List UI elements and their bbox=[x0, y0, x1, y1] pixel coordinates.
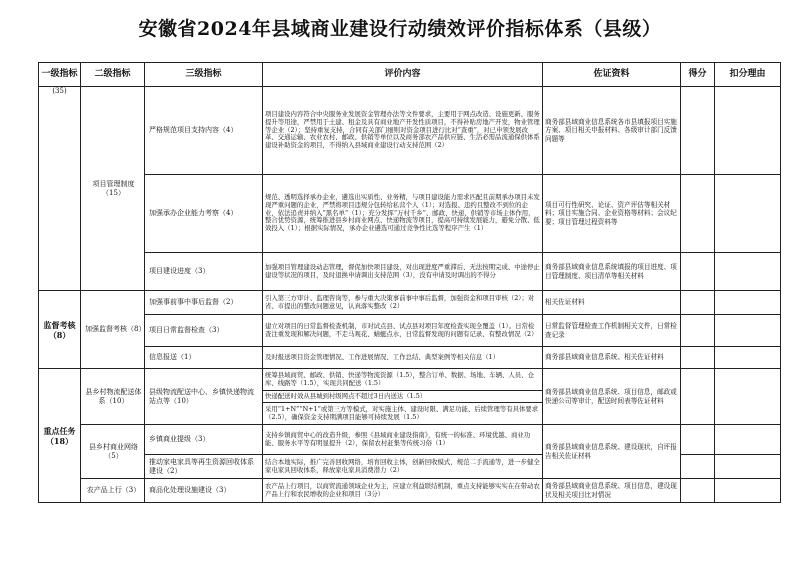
header-level2: 二级指标 bbox=[81, 63, 145, 87]
content-info-report: 及时报送项目资金管理情况、工作进展情况、工作总结、典型案例等相关信息（1） bbox=[263, 347, 543, 369]
content-logistics-1: 统筹县域商贸、邮政、供销、快递等物流资源（1.5），整合订单、数据、场地、车辆、人员、仓库、线路等（1.5），实现共同配送（1.5） bbox=[263, 369, 543, 391]
level3-pre-post: 加强事前事中事后监督（2） bbox=[145, 291, 263, 315]
level3-progress: 项目建设进度（3） bbox=[145, 253, 263, 291]
level2-farm-products: 农产品上行（3） bbox=[81, 479, 145, 503]
header-level1: 一级指标 bbox=[39, 63, 81, 87]
score-cell[interactable] bbox=[681, 455, 715, 479]
deduct-cell[interactable] bbox=[715, 291, 781, 315]
score-cell[interactable] bbox=[681, 291, 715, 315]
score-cell[interactable] bbox=[681, 315, 715, 347]
deduct-cell[interactable] bbox=[715, 479, 781, 503]
table-row bbox=[39, 479, 781, 503]
level2-project-mgmt: 项目管理制度（15） bbox=[81, 87, 145, 291]
score-cell[interactable] bbox=[681, 347, 715, 369]
evidence-progress: 商务部县域商业信息系统填报的项目进度、项目管理制度、项目清单等相关材料 bbox=[543, 253, 681, 291]
deduct-cell[interactable] bbox=[715, 253, 781, 291]
deduct-cell[interactable] bbox=[715, 369, 781, 425]
level2-delivery: 县乡村物流配送体系（10） bbox=[81, 369, 145, 425]
level3-county-logistics: 县级物流配送中心、乡镇快递物流站点等（10） bbox=[145, 369, 263, 425]
score-cell[interactable] bbox=[681, 369, 715, 425]
level2-retail: 县乡村商业网络（5） bbox=[81, 425, 145, 479]
deduct-cell[interactable] bbox=[715, 175, 781, 253]
table-row bbox=[39, 253, 781, 291]
content-logistics-2: 快递配送时效从县城到村级网点不超过3日内送达（1.5） bbox=[263, 391, 543, 403]
content-recycle: 结合本地实际，推广完善回收网络，培育回收主体，创新回收模式，规范二手流通等，进一步健全家电家具回收体系，释放家电家具消费潜力（2） bbox=[263, 455, 543, 479]
evidence-pre-post: 相关佐证材料 bbox=[543, 291, 681, 315]
header-content: 评价内容 bbox=[263, 63, 543, 87]
table-row bbox=[39, 87, 781, 175]
level3-recycle: 推动家电家具等再生资源回收体系建设（2） bbox=[145, 455, 263, 479]
document-title: 安徽省2024年县域商业建设行动绩效评价指标体系（县级） bbox=[138, 18, 662, 40]
evidence-farm-products: 商务部县域商业信息系统、项目信息，建设现状及相关项目比对情况 bbox=[543, 479, 681, 503]
deduct-cell[interactable] bbox=[715, 425, 781, 455]
table-header-row bbox=[39, 63, 781, 87]
deduct-cell[interactable] bbox=[715, 87, 781, 175]
level1-key-tasks: 重点任务（18） bbox=[39, 369, 81, 503]
content-daily-check: 建立对项目的日常监督检查机制，市对试点县、试点县对项目年度检查实现全覆盖（1）。日常检查注重发现和解决问题，不走马观花、蜻蜓点水，日常监督发现的问题有记录、有整改情况（2） bbox=[263, 315, 543, 347]
content-township: 支持乡镇商贸中心的改造升级，参照《县域商业建设指南》，有统一的标准、环境优越、商业功能、服务水平等有明显提升（2），保留农村赶集等传统习俗（1） bbox=[263, 425, 543, 455]
score-cell[interactable] bbox=[681, 479, 715, 503]
content-capacity: 规范、透明选择承办企业，遴选出实质性、业务精，与项目建设能力需求匹配且前期承办项目未发现严重问题的企业，严禁将项目违规分包转给私营个人（1）；对选报、违约且整改不到位的企业，依法追责并纳入“黑名单”（1）；充分发挥“万村千乡”、邮政、快递、供销等市场主体作用，整合优势资源，统筹推进县乡村商业网点、快递物流等项目，提高可持续发展能力，避免分散、低效投入（1）；根据实际情况，承办企业遴选可通过竞争性比选等程序产生（1） bbox=[263, 175, 543, 253]
score-cell[interactable] bbox=[681, 87, 715, 175]
header-deduct: 扣分理由 bbox=[715, 63, 781, 87]
content-strict-support: 项目建设内容符合中央服务业发展资金管理办法等文件要求，主要用于网点改造、设施更新、服务提升等用途，严禁用于土建、租金及具有商业地产开发性质项目，不得补贴房地产开发，物业管理等企业（2）；坚持重复支持，合同有关部门细则对资金项目进行比对“查重”，对已申领发展改革、交通运输、农业农村、邮政、供销等单位以及商务部农产品供应链、生活必需品流通保供体系建设补助资金的项目，不得纳入县域商业建设行动支持范围（2） bbox=[263, 87, 543, 175]
evidence-info-report: 商务部县域商业信息系统、相关佐证材料 bbox=[543, 347, 681, 369]
indicator-table bbox=[38, 62, 781, 503]
content-commodity: 农产品上行项目，以商贸流通领域企业为主，应建立利益联结机制，重点支持能够实实在在带动农产品上行和农民增收的企业和项目（3分） bbox=[263, 479, 543, 503]
score-cell[interactable] bbox=[681, 253, 715, 291]
table-row bbox=[39, 369, 781, 391]
header-evidence: 佐证资料 bbox=[543, 63, 681, 87]
content-logistics-3: 采用“1+N”“N+1”或第三方等模式，对实施主体、建设时限、满足功能、后续管理等有具体要求（2.5），确保资金支持期满项目能够可持续发展（1.5） bbox=[263, 403, 543, 425]
score-cell[interactable] bbox=[681, 175, 715, 253]
table-row bbox=[39, 291, 781, 315]
deduct-cell[interactable] bbox=[715, 455, 781, 479]
level3-township: 乡镇商业提级（3） bbox=[145, 425, 263, 455]
content-progress: 加强项目管理建设动态管理，督促加快项目建设，对出现进度严重滞后、无法按期完成、中途停止建设等状况的项目，及时退换申请调出支持范围（3），没有申请及时调出的不得分 bbox=[263, 253, 543, 291]
table-row bbox=[39, 347, 781, 369]
header-score: 得分 bbox=[681, 63, 715, 87]
evidence-logistics: 商务部县域商业信息系统、项目信息，邮政或快递公司等审计，配送时间表等佐证材料 bbox=[543, 369, 681, 425]
evidence-daily-check: 日常监督管理检查工作机制相关文件，日常检查记录 bbox=[543, 315, 681, 347]
level1-continued: (35) bbox=[39, 87, 81, 291]
level3-info-report: 信息报送（1） bbox=[145, 347, 263, 369]
evidence-capacity: 项目可行性研究、论证、资产评估等相关材料；项目实施合同、企业资格等材料；会议纪要；项目管理过程资料等 bbox=[543, 175, 681, 253]
content-pre-post: 引入第三方审计、监理咨询等，参与重大决策事前事中事后监督，加强资金和项目审核（2）；对省、市提出的整改问题意见，认真落实整改（2） bbox=[263, 291, 543, 315]
deduct-cell[interactable] bbox=[715, 347, 781, 369]
level3-capacity: 加强承办企业能力考察（4） bbox=[145, 175, 263, 253]
deduct-cell[interactable] bbox=[715, 315, 781, 347]
level1-supervision: 监督考核（8） bbox=[39, 291, 81, 369]
level3-daily-check: 项目日常监督检查（3） bbox=[145, 315, 263, 347]
evidence-strict-support: 商务部县域商业信息系统各市县填报项目实施方案、项目相关申报材料、各级审计部门反馈问题等 bbox=[543, 87, 681, 175]
table-row bbox=[39, 425, 781, 455]
table-row bbox=[39, 175, 781, 253]
header-level3: 三级指标 bbox=[145, 63, 263, 87]
level3-commodity: 商品化处理设施建设（3） bbox=[145, 479, 263, 503]
table-row bbox=[39, 315, 781, 347]
level2-supervision: 加强监督考核（8） bbox=[81, 291, 145, 369]
level3-strict-support: 严格规范项目支持内容（4） bbox=[145, 87, 263, 175]
evidence-retail: 商务部县域商业信息系统、建设现状，自评报告相关佐证材料 bbox=[543, 425, 681, 479]
score-cell[interactable] bbox=[681, 425, 715, 455]
